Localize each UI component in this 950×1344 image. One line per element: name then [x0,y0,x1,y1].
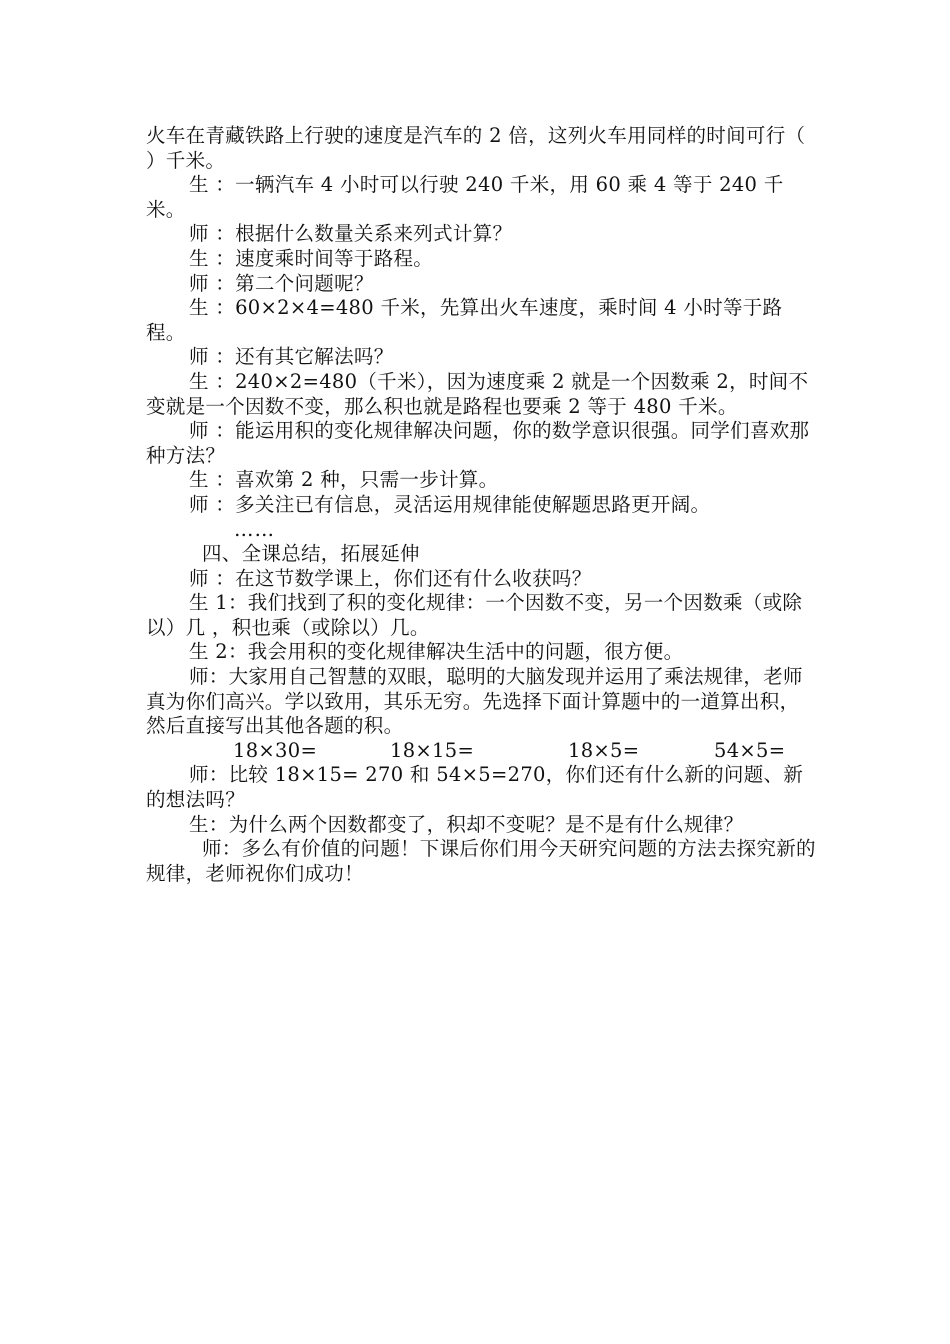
exercise-item: 18×5= [568,738,640,762]
student-answer-5: 生 ：喜欢第 2 种，只需一步计算。 [189,468,499,492]
document-body [146,124,819,886]
teacher-question-5: 师：比较 18×15= 270 和 54×5=270，你们还有什么新的问题、新的想法吗？ [146,763,804,812]
student-2-answer: 生 2：我会用积的变化规律解决生活中的问题，很方便。 [189,640,684,664]
problem-text: 火车在青藏铁路上行驶的速度是汽车的 2 倍，这列火车用同样的时间可行（ ）千米。 [146,124,819,172]
student-answer-4: 生 ：240×2=480（千米），因为速度乘 2 就是一个因数乘 2，时间不变就是一个因数不变，那么积也就是路程也要乘 2 等于 480 千米。 [146,369,809,418]
student-answer-1: 生 ：一辆汽车 4 小时可以行驶 240 千米，用 60 乘 4 等于 240 千米。 [146,173,784,221]
teacher-comment-1: 师 ：能运用积的变化规律解决问题，你的数学意识很强。同学们喜欢那种方法？ [146,419,810,467]
teacher-comment-3: 师：大家用自己智慧的双眼，聪明的大脑发现并运用了乘法规律，老师真为你们高兴。学以致用，其乐无穷。先选择下面计算题中的一道算出积，然后直接写出其他各题的积。 [146,665,803,738]
section-heading: 四、全课总结，拓展延伸 [202,542,420,566]
exercise-row [146,739,816,764]
exercise-item: 54×5= [714,738,786,762]
teacher-question-2: 师 ：第二个问题呢？ [189,271,374,295]
student-question: 生：为什么两个因数都变了，积却不变呢？是不是有什么规律？ [189,812,744,836]
ellipsis: …… [234,517,275,541]
teacher-question-1: 师 ：根据什么数量关系来列式计算？ [189,222,513,246]
student-answer-2: 生 ：速度乘时间等于路程。 [189,246,434,270]
teacher-question-4: 师 ：在这节数学课上，你们还有什么收获吗？ [189,566,592,590]
teacher-closing: 师：多么有价值的问题！下课后你们用今天研究问题的方法去探究新的规律，老师祝你们成功！ [146,837,816,885]
teacher-comment-2: 师 ：多关注已有信息，灵活运用规律能使解题思路更开阔。 [189,492,711,516]
student-1-answer: 生 1：我们找到了积的变化规律：一个因数不变，另一个因数乘（或除以）几 ，积也乘（或除以）几。 [146,591,803,639]
teacher-question-3: 师 ：还有其它解法吗？ [189,345,394,369]
exercise-item: 18×30= [233,738,318,762]
exercise-item: 18×15= [390,738,475,762]
student-answer-3: 生 ：60×2×4=480 千米，先算出火车速度，乘时间 4 小时等于路程。 [146,296,783,344]
